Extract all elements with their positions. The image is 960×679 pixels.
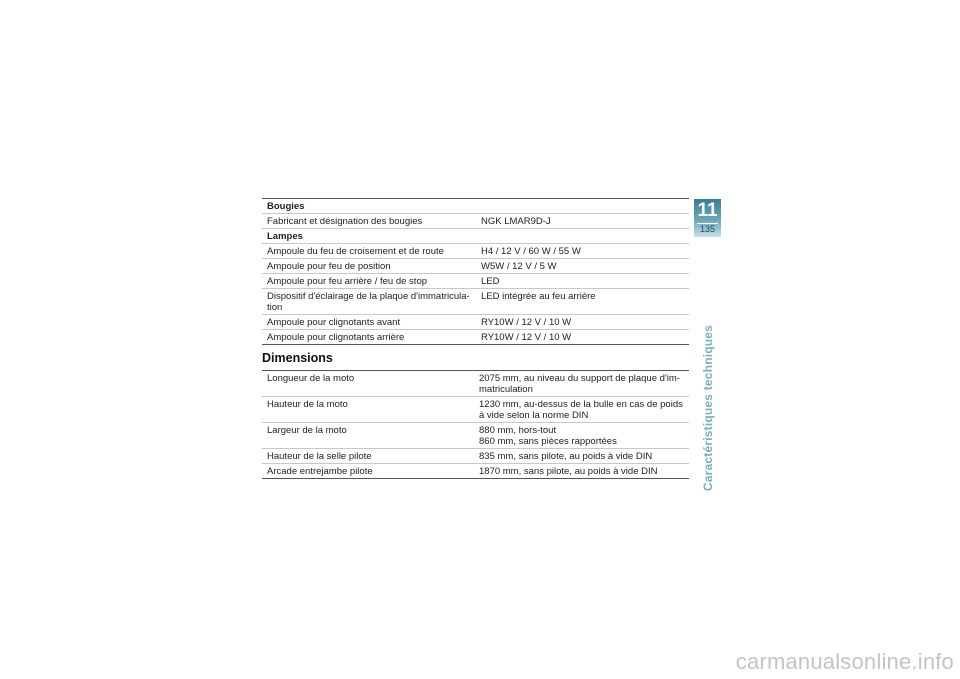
table-row bbox=[262, 229, 689, 244]
spec-value: RY10W / 12 V / 10 W bbox=[476, 315, 689, 330]
spec-label bbox=[262, 289, 476, 315]
spec-label: Hauteur de la moto bbox=[262, 397, 474, 423]
table-row bbox=[262, 423, 689, 449]
watermark: carmanualsonline.info bbox=[735, 649, 954, 674]
spec-value: LED bbox=[476, 274, 689, 289]
table-row bbox=[262, 259, 689, 274]
spec-value-line: 1230 mm, au-dessus de la bulle en cas de poids bbox=[479, 399, 683, 410]
spec-value-line: 880 mm, hors-tout bbox=[479, 425, 557, 436]
table-row bbox=[262, 464, 689, 479]
spec-value: LED intégrée au feu arrière bbox=[476, 289, 689, 315]
spec-label: Ampoule pour feu arrière / feu de stop bbox=[262, 274, 476, 289]
table-row bbox=[262, 289, 689, 315]
table-row bbox=[262, 397, 689, 423]
chapter-side-title: Caractéristiques techniques bbox=[701, 324, 715, 492]
chapter-tab bbox=[694, 199, 721, 237]
spec-value: 1870 mm, sans pilote, au poids à vide DIN bbox=[474, 464, 689, 479]
section-head-bougies: Bougies bbox=[262, 199, 689, 214]
table-row bbox=[262, 449, 689, 464]
table-row bbox=[262, 244, 689, 259]
spec-label: Longueur de la moto bbox=[262, 371, 474, 397]
spec-label: Ampoule du feu de croisement et de route bbox=[262, 244, 476, 259]
section-title-dimensions: Dimensions bbox=[262, 351, 333, 365]
spec-value: W5W / 12 V / 5 W bbox=[476, 259, 689, 274]
spec-value-line: matriculation bbox=[479, 384, 533, 395]
spec-value: 835 mm, sans pilote, au poids à vide DIN bbox=[474, 449, 689, 464]
spec-value-line: à vide selon la norme DIN bbox=[479, 410, 589, 421]
spec-label: Ampoule pour clignotants avant bbox=[262, 315, 476, 330]
table-row bbox=[262, 315, 689, 330]
spec-value bbox=[474, 423, 689, 449]
spec-label: Largeur de la moto bbox=[262, 423, 474, 449]
spec-label-line: tion bbox=[267, 302, 283, 313]
spec-label: Ampoule pour clignotants arrière bbox=[262, 330, 476, 345]
spec-table-bougies-lampes bbox=[262, 198, 689, 345]
spec-table-dimensions bbox=[262, 370, 689, 479]
page-number: 135 bbox=[699, 224, 716, 234]
spec-label: Arcade entrejambe pilote bbox=[262, 464, 474, 479]
spec-value bbox=[474, 371, 689, 397]
spec-value: RY10W / 12 V / 10 W bbox=[476, 330, 689, 345]
spec-value bbox=[474, 397, 689, 423]
table-row bbox=[262, 274, 689, 289]
spec-value-line: 2075 mm, au niveau du support de plaque d'im- bbox=[479, 373, 680, 384]
section-head-lampes: Lampes bbox=[262, 229, 689, 244]
table-row bbox=[262, 371, 689, 397]
spec-value-line: 860 mm, sans pièces rapportées bbox=[479, 436, 617, 447]
spec-value: NGK LMAR9D-J bbox=[476, 214, 689, 229]
table-row bbox=[262, 214, 689, 229]
spec-label: Fabricant et désignation des bougies bbox=[262, 214, 476, 229]
chapter-number: 11 bbox=[697, 200, 718, 221]
spec-label-line: Dispositif d'éclairage de la plaque d'immatricula- bbox=[267, 291, 470, 302]
table-row bbox=[262, 199, 689, 214]
spec-label: Ampoule pour feu de position bbox=[262, 259, 476, 274]
spec-label: Hauteur de la selle pilote bbox=[262, 449, 474, 464]
table-row bbox=[262, 330, 689, 345]
spec-value: H4 / 12 V / 60 W / 55 W bbox=[476, 244, 689, 259]
